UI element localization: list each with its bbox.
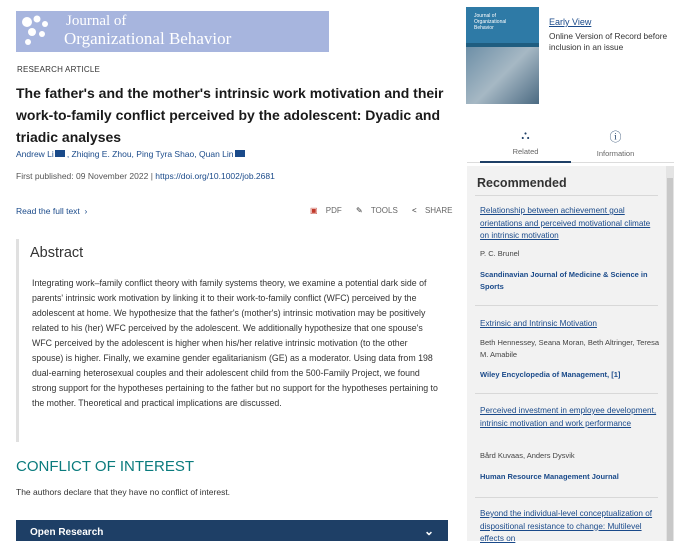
journal-banner[interactable] [16, 11, 329, 52]
open-research-accordion[interactable] [16, 520, 448, 541]
recommended-title-link[interactable]: Perceived investment in employee development, intrinsic motivation and work performance [480, 406, 657, 428]
author-link[interactable]: Andrew Li [16, 149, 54, 159]
info-icon: ⓘ [609, 130, 622, 144]
open-research-label: Open Research [30, 527, 104, 538]
author-list: Andrew Li , Zhiqing E. Zhou, Ping Tyra Shao, Quan Lin [16, 149, 247, 159]
wrench-icon: ✎ [356, 206, 363, 215]
chevron-right-icon: › [82, 206, 88, 216]
share-icon: < [412, 206, 417, 215]
tools-button[interactable] [356, 206, 404, 215]
tab-information[interactable] [568, 128, 663, 158]
recommended-authors: Beth Hennessey, Seana Moran, Beth Altringer, Teresa M. Amabile [480, 338, 659, 359]
share-label: SHARE [424, 206, 453, 215]
first-published-label: First published: [16, 171, 74, 181]
coi-heading: CONFLICT OF INTEREST [16, 458, 195, 475]
recommended-source: Wiley Encyclopedia of Management, [1] [480, 370, 621, 379]
active-tab-indicator [480, 161, 571, 163]
read-full-text-label: Read the full text [16, 206, 80, 216]
divider [475, 195, 658, 196]
doi-link[interactable]: https://doi.org/10.1002/job.2681 [155, 171, 275, 181]
early-view-description: Online Version of Record before inclusion in an issue [549, 31, 668, 52]
recommended-title-link[interactable]: Beyond the individual-level conceptualization of dispositional resistance to change: Multilevel effects on [480, 509, 653, 543]
early-view-link[interactable]: Early View [549, 17, 592, 27]
scrollbar-thumb[interactable] [667, 178, 673, 541]
divider [475, 305, 658, 306]
recommended-heading: Recommended [477, 176, 567, 190]
cover-title: Journal of Organizational Behavior [474, 13, 507, 31]
mail-icon[interactable] [235, 150, 245, 157]
pdf-button[interactable] [310, 206, 348, 215]
recommended-title-link[interactable]: Extrinsic and Intrinsic Motivation [480, 319, 597, 328]
separator: | [150, 171, 153, 181]
tab-related-label: Related [512, 147, 539, 156]
pdf-icon: ▣ [310, 206, 318, 215]
journal-name-line1: Journal of [66, 13, 127, 29]
tab-information-label: Information [596, 149, 635, 158]
article-type: RESEARCH ARTICLE [17, 65, 101, 74]
pdf-label: PDF [325, 206, 342, 215]
recommended-title-link[interactable]: Relationship between achievement goal orientations and perceived motivational climate on intrinsic motivation [480, 206, 651, 240]
network-icon: ⛬ [521, 128, 530, 142]
author-link[interactable]: Zhiqing E. Zhou, [71, 149, 134, 159]
tools-label: TOOLS [370, 206, 398, 215]
abstract-heading: Abstract [30, 245, 84, 261]
recommended-authors: P. C. Brunel [480, 249, 520, 258]
mail-icon[interactable] [55, 150, 65, 157]
author-link[interactable]: Ping Tyra Shao, [136, 149, 197, 159]
first-published-date: 09 November 2022 [76, 171, 149, 181]
cover-photo [466, 47, 539, 104]
tab-related[interactable] [478, 128, 573, 156]
recommended-source: Scandinavian Journal of Medicine & Science in Sports [480, 270, 648, 291]
recommended-authors: Bård Kuvaas, Anders Dysvik [480, 451, 575, 460]
share-button[interactable] [412, 206, 458, 215]
read-full-text-link[interactable] [16, 206, 87, 216]
divider [475, 393, 658, 394]
journal-cover-image[interactable] [466, 7, 539, 104]
chevron-down-icon: ⌄ [423, 524, 434, 538]
recommended-source: Human Resource Management Journal [480, 472, 619, 481]
journal-name-line2: Organizational Behavior [64, 29, 232, 48]
coi-text: The authors declare that they have no conflict of interest. [16, 487, 231, 497]
article-title: The father's and the mother's intrinsic work motivation and their work-to-family conflict perceived by the adolescent: Dyadic and triadic analyses [16, 85, 444, 145]
author-link[interactable]: Quan Lin [199, 149, 234, 159]
journal-logo-icon [20, 14, 60, 48]
publication-info [16, 171, 275, 181]
article-tools [310, 206, 465, 215]
abstract-text: Integrating work–family conflict theory with family systems theory, we examine a potential dark side of parents' intrinsic work motivation by linking it to their work-to-family conflict (WFC) perceived by the adolescent at home. We hypothesize that the father's (mother's) intrinsic motivation may be positively related to his (her) WFC perceived by the adolescent. We additionally hypothesize that one spouse's WFC perceived by the adolescent is higher when his/her relative intrinsic motivation (to the other spouse) is higher. Finally, we examine gender egalitarianism (GE) as a moderator. Using data from 198 dual-earning heterosexual couples and their adolescent child from the 500-Family Project, we found strong support for the hypotheses pertaining to the father but no support for the hypotheses pertaining to the mother. Theoretical and practical implications are discussed. [32, 278, 438, 408]
divider [475, 497, 658, 498]
